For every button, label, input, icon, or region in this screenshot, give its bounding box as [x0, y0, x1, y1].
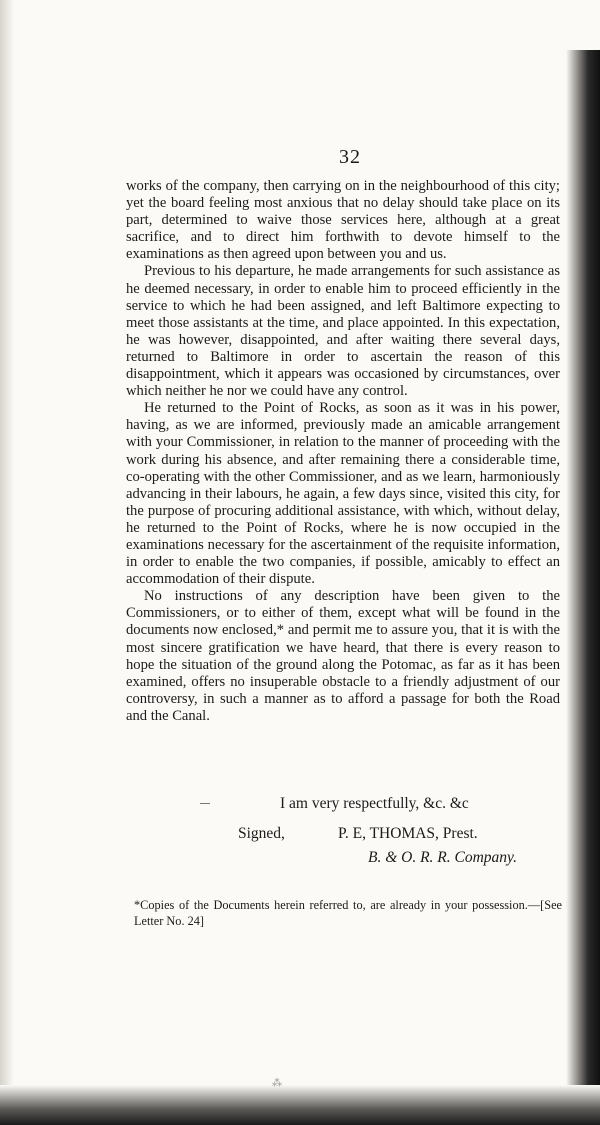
paragraph-4: No instructions of any description have been given to the Commissioners, or to either of them, except what will be found in the documents now enclosed,* and permit me to assure you, that it is with the most sincere gratification we have heard, that there is every reason to hope the situation of the ground along the Potomac, as far as it has been examined, offers no insuperable obstacle to a friendly adjustment of our controversy, in such a manner as to afford a passage for both the Road and the Canal. [126, 588, 560, 724]
page-bottom-edge [0, 1085, 600, 1125]
signer-organization: B. & O. R. R. Company. [368, 849, 517, 866]
stray-dash [200, 803, 210, 804]
paragraph-1: works of the company, then carrying on in the neighbourhood of this city; yet the board feeling most anxious that no delay should take place on its part, determined to waive those services here, although at a great sacrifice, and to direct him forthwith to devote himself to the examinations as then agreed upon between you and us. [126, 178, 560, 263]
closing-salutation: I am very respectfully, &c. &c [280, 795, 469, 812]
page-number: 32 [339, 146, 361, 168]
signer-name: P. E, THOMAS, Prest. [338, 825, 478, 842]
footnote: *Copies of the Documents herein referred to, are already in your possession.—[See Letter No. 24] [134, 898, 562, 928]
page-binding-edge [566, 50, 600, 1125]
letter-body [126, 178, 560, 725]
signed-label: Signed, [238, 825, 285, 842]
paragraph-3: He returned to the Point of Rocks, as soon as it was in his power, having, as we are informed, previously made an amicable arrangement with your Commissioner, in relation to the manner of proceeding with the work during his absence, and after remaining there a considerable time, co-operating with the other Commissioner, and as we learn, harmoniously advancing in their labours, he again, a few days since, visited this city, for the purpose of procuring additional assistance, with which, without delay, he returned to the Point of Rocks, where he is now occupied in the examinations necessary for the ascertainment of the requisite information, in order to enable the two companies, if possible, amicably to effect an accommodation of their dispute. [126, 400, 560, 588]
stray-ink-mark: ⁂ [272, 1078, 282, 1089]
paragraph-2: Previous to his departure, he made arrangements for such assistance as he deemed necessary, in order to enable him to proceed efficiently in the service to which he had been assigned, and left Baltimore expecting to meet those assistants at the time, and place appointed. In this expectation, he was however, disappointed, and after waiting there several days, returned to Baltimore in order to ascertain the reason of this disappointment, which it appears was occasioned by circumstances, over which neither he nor we could have any control. [126, 263, 560, 400]
